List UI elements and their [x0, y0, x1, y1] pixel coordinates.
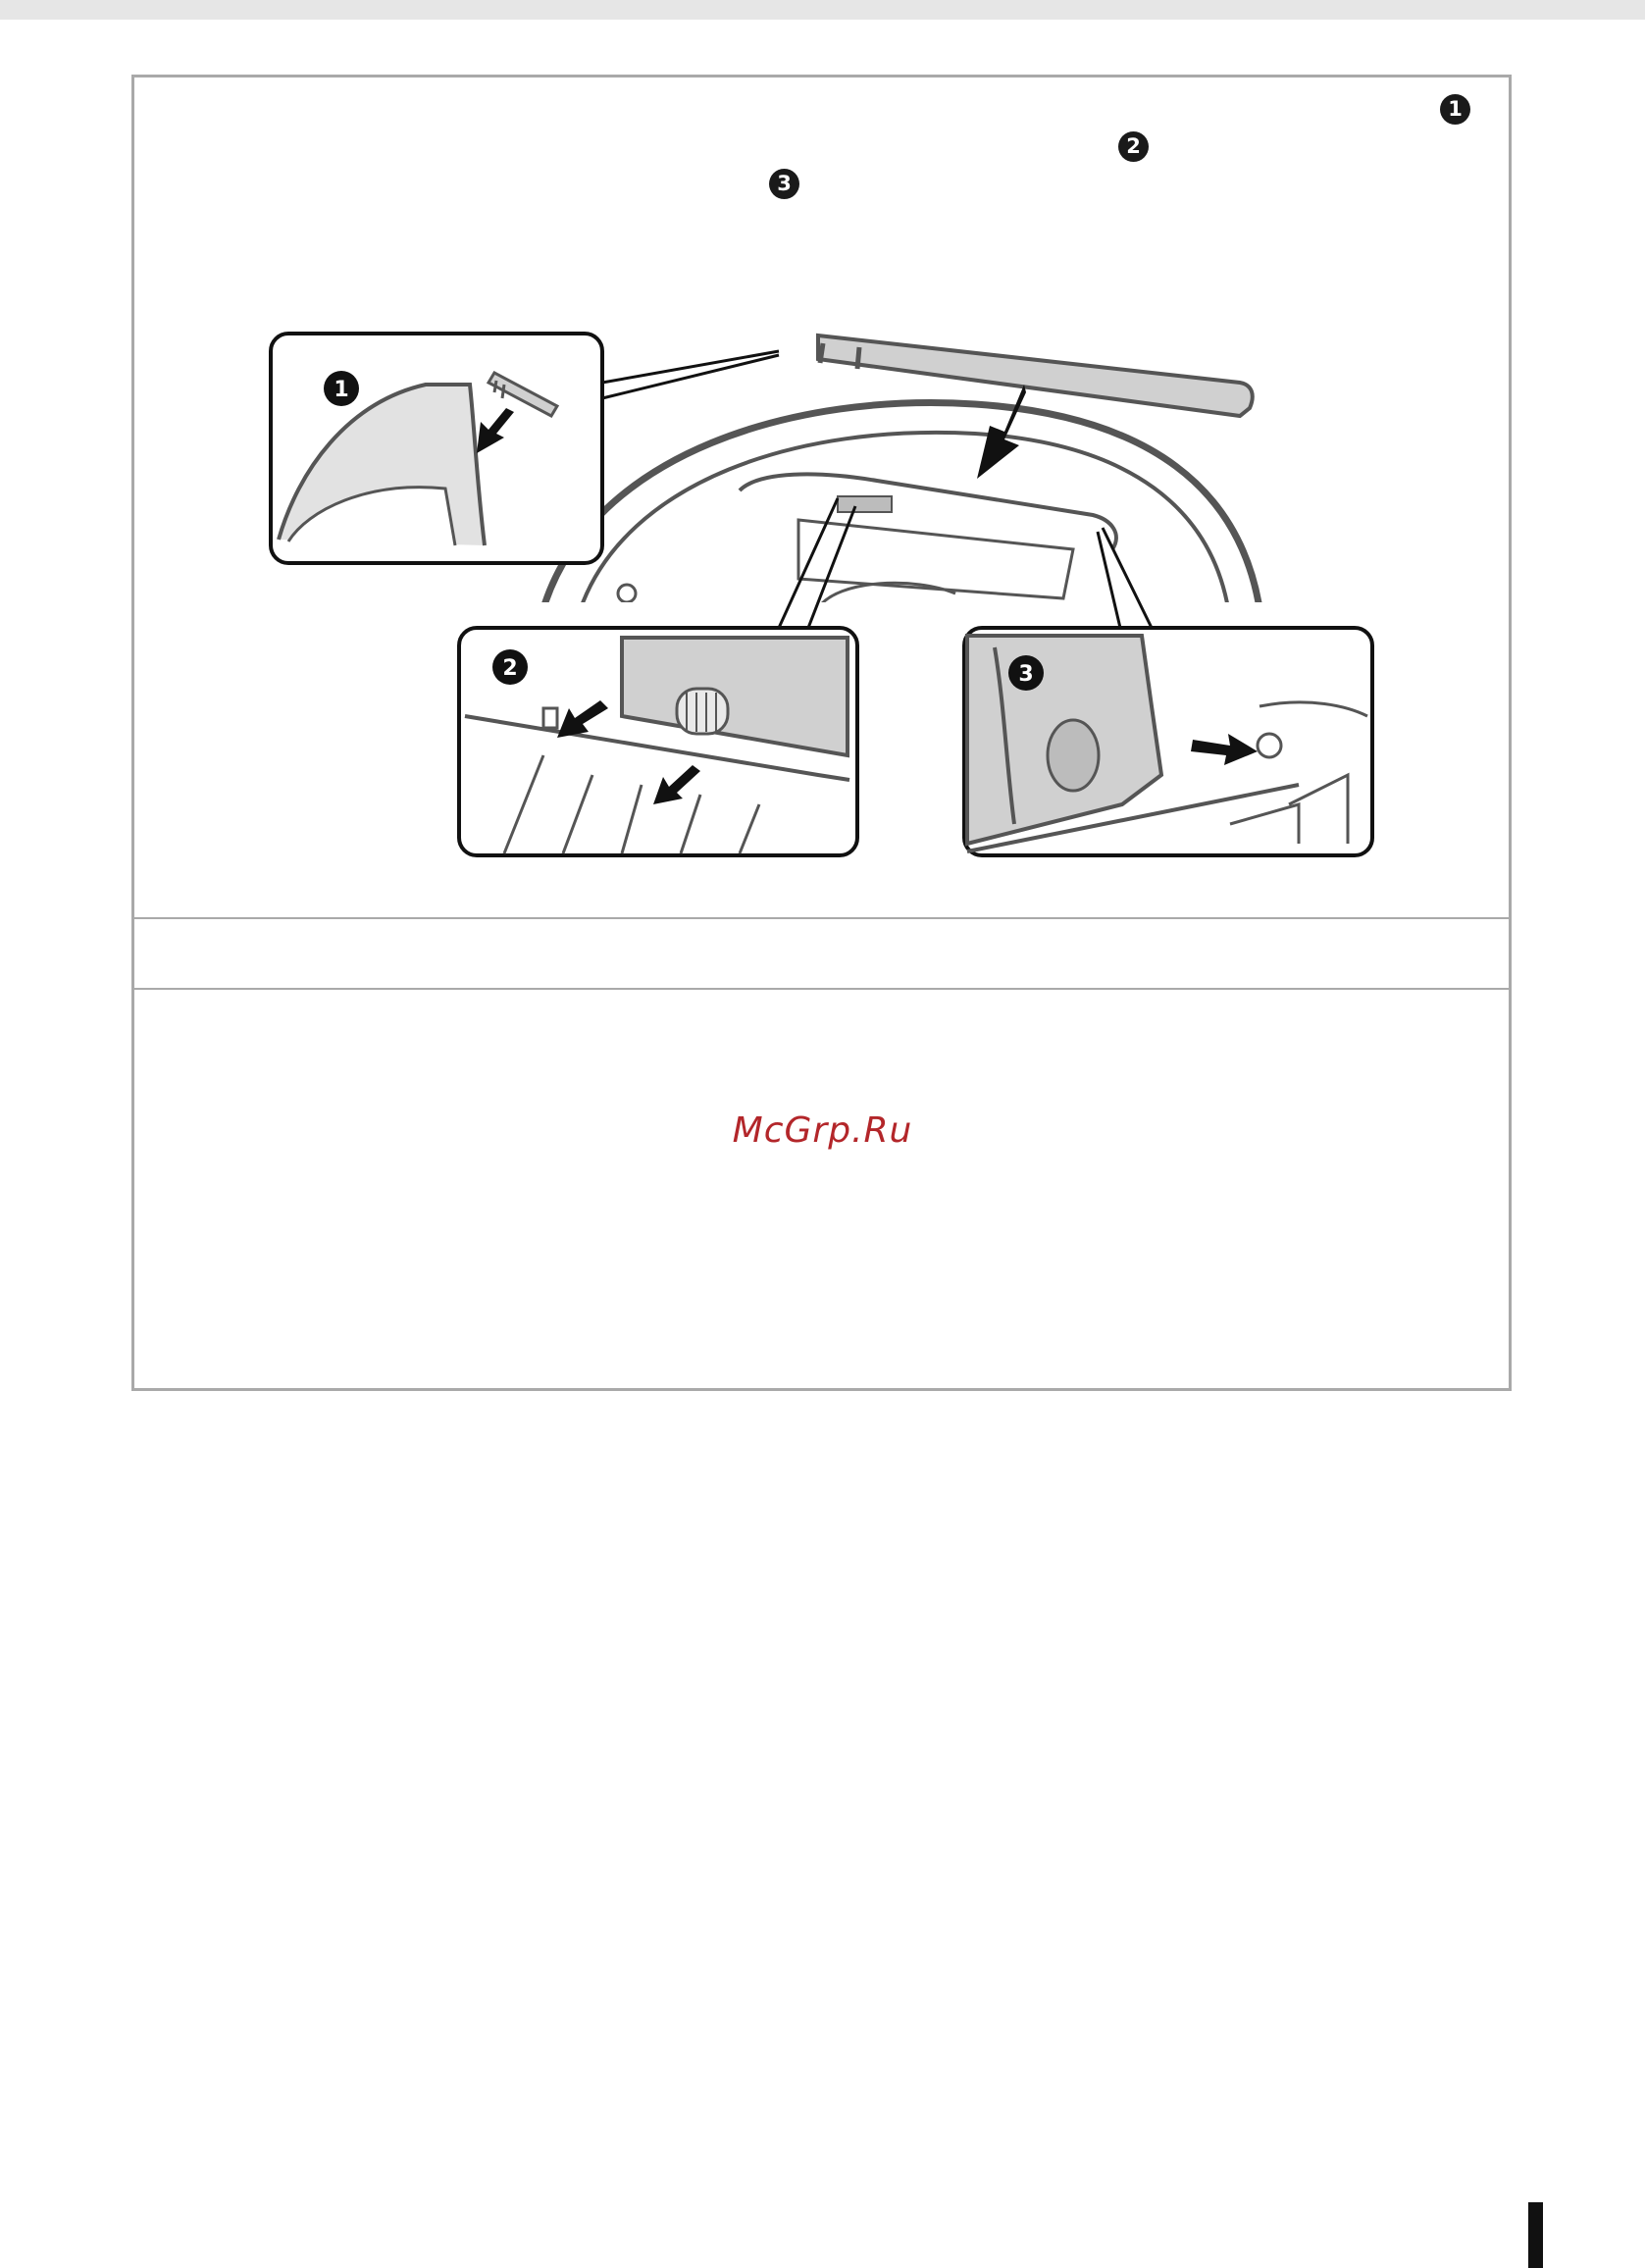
insert-arrow-icon: [977, 385, 1026, 479]
callout-2-label: 2: [502, 656, 518, 681]
watermark: McGrp.Ru: [732, 1110, 913, 1151]
assembly-illustration: [131, 314, 1512, 873]
step-marker-3: 3: [769, 169, 799, 199]
page-edge-tab: [1528, 2202, 1543, 2268]
callout-3-label: 3: [1018, 662, 1034, 687]
callout-box-3: [964, 528, 1372, 855]
device-body: [543, 403, 1259, 608]
step-marker-1: 1: [1440, 94, 1470, 125]
callout-1-label: 1: [334, 378, 349, 402]
row-divider-2: [134, 988, 1509, 990]
top-bar: [0, 0, 1645, 20]
row-divider-1: [134, 917, 1509, 919]
step-marker-2: 2: [1118, 131, 1149, 162]
